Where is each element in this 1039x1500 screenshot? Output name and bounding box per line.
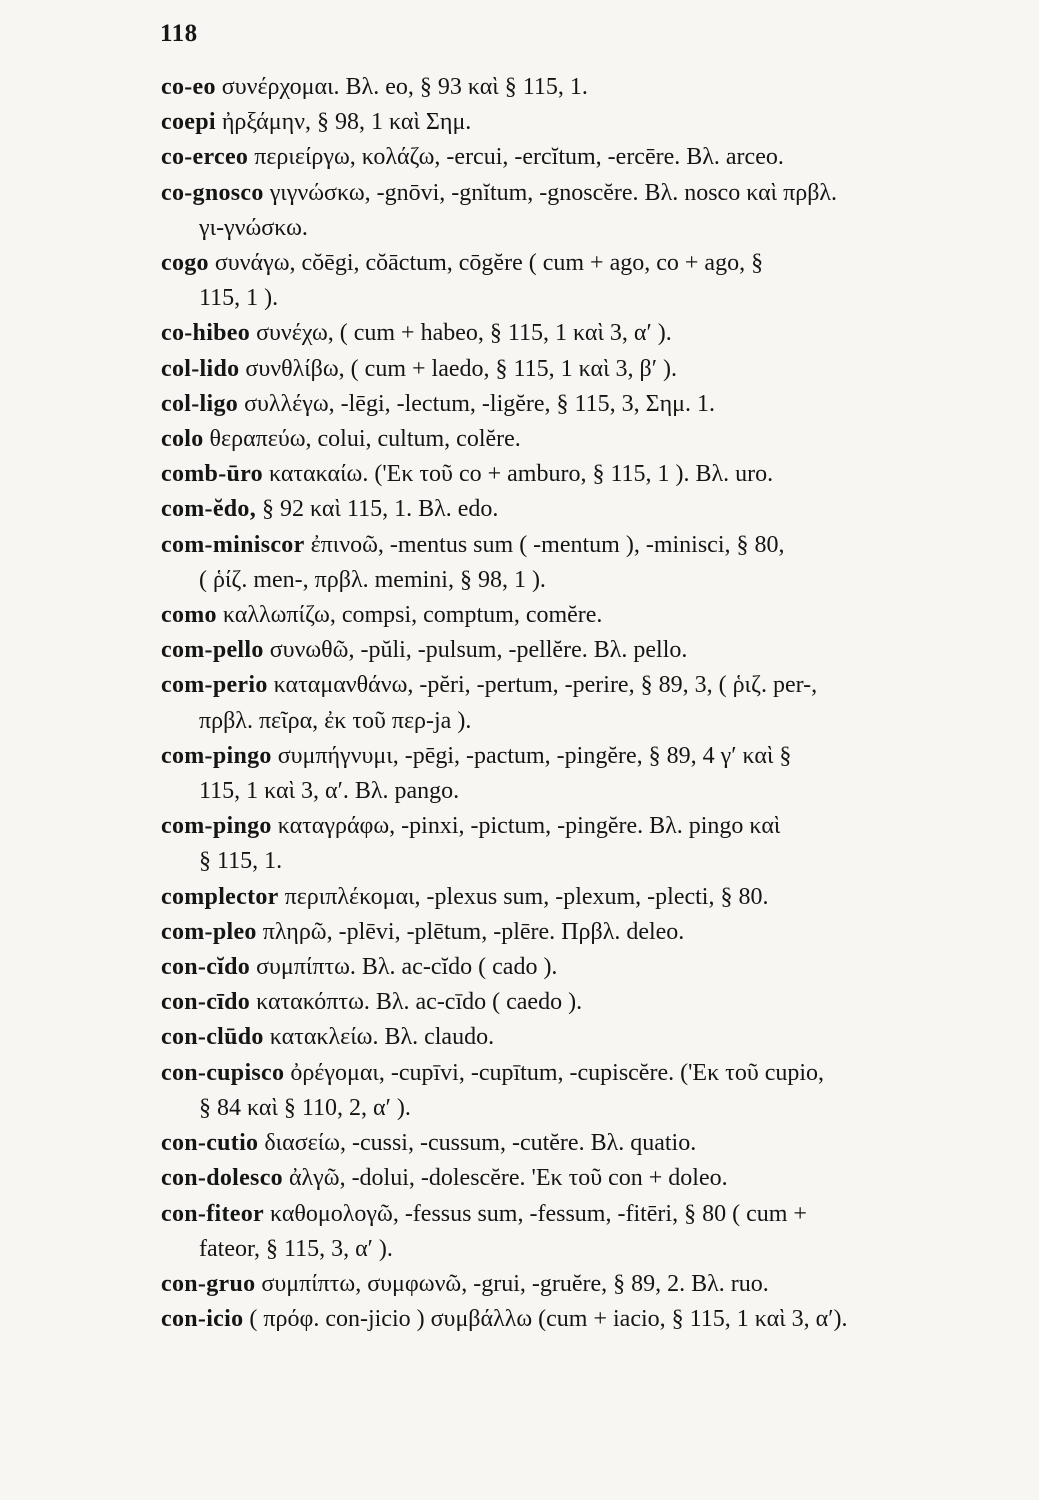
entry-definition-text: συνθλίβω, ( cum + laedo, § 115, 1 καὶ 3, β′ ). (245, 355, 677, 382)
dictionary-entry (161, 739, 1016, 809)
entry-definition-text: θεραπεύω, colui, cultum, colĕre. (209, 426, 521, 453)
entry-first-line (161, 1020, 1016, 1055)
entry-definition-text: συνάγω, cŏēgi, cŏāctum, cōgĕre ( cum + ago, co + ago, § (214, 250, 764, 277)
entry-first-line (161, 950, 1016, 985)
entry-headword: coepi (161, 109, 216, 136)
entry-definition-text: καταμανθάνω, -pĕri, -pertum, -perire, § 89, 3, ( ῥιζ. per-, (273, 672, 818, 699)
entry-headword: complector (161, 883, 279, 910)
dictionary-entry (161, 528, 1016, 598)
entry-first-line (161, 809, 1016, 844)
dictionary-entry (161, 633, 1016, 668)
entry-headword: com-pingo (161, 813, 272, 840)
dictionary-entry (161, 70, 1016, 105)
entry-definition-text: συμπήγνυμι, -pēgi, -pactum, -pingĕre, § 89, 4 γ′ καὶ § (277, 742, 792, 769)
dictionary-entry (161, 598, 1016, 633)
dictionary-entry (161, 1056, 1016, 1126)
entry-definition-text: § 84 καὶ § 110, 2, α′ ). (199, 1094, 411, 1121)
entry-first-line (161, 668, 1016, 703)
dictionary-entry (161, 1161, 1016, 1196)
entry-definition-text: περιείργω, κολάζω, -ercui, -ercĭtum, -ercēre. Βλ. arceo. (254, 144, 784, 171)
entry-definition-text: κατακλείω. Βλ. claudo. (269, 1024, 495, 1051)
entry-headword: con-icio (161, 1306, 244, 1333)
entry-first-line (161, 739, 1016, 774)
entry-definition-text: 115, 1 ). (199, 285, 279, 312)
entry-definition-text: ἠρξάμην, § 98, 1 καὶ Σημ. (221, 109, 472, 136)
entry-continuation-line (161, 844, 1016, 879)
dictionary-entry (161, 492, 1016, 527)
entry-continuation-line (161, 704, 1016, 739)
entry-definition-text: καθομολογῶ, -fessus sum, -fessum, -fitēri, § 80 ( cum + (269, 1200, 807, 1227)
entry-headword: com-perio (161, 672, 268, 699)
dictionary-entry (161, 668, 1016, 738)
entry-first-line (161, 528, 1016, 563)
entry-definition-text: καλλωπίζω, compsi, comptum, comĕre. (222, 602, 603, 629)
entry-first-line (161, 246, 1016, 281)
entry-definition-text: διασείω, -cussi, -cussum, -cutĕre. Βλ. quatio. (264, 1130, 697, 1157)
entry-definition-text: συνωθῶ, -pŭli, -pulsum, -pellĕre. Βλ. pello. (269, 637, 688, 664)
entry-first-line (161, 105, 1016, 140)
entry-headword: con-cĭdo (161, 954, 251, 981)
entry-definition-text: γι-γνώσκω. (199, 214, 308, 241)
dictionary-entry (161, 105, 1016, 140)
entry-first-line (161, 492, 1016, 527)
entry-definition-text: γιγνώσκω, -gnōvi, -gnĭtum, -gnoscĕre. Βλ. nosco καὶ πρβλ. (269, 179, 838, 206)
entry-definition-text: συνέρχομαι. Βλ. eo, § 93 καὶ § 115, 1. (221, 74, 588, 100)
entry-first-line (161, 316, 1016, 351)
entry-first-line (161, 1056, 1016, 1091)
entry-definition-text: περιπλέκομαι, -plexus sum, -plexum, -plecti, § 80. (284, 883, 769, 910)
entry-first-line (161, 1267, 1016, 1302)
entry-first-line (161, 352, 1016, 387)
entry-headword: com-pello (161, 637, 264, 664)
entry-continuation-line (161, 1232, 1016, 1267)
dictionary-entry (161, 809, 1016, 879)
dictionary-entry (161, 246, 1016, 316)
entry-headword: co-eo (161, 74, 216, 100)
entry-definition-text: ( πρόφ. con-jicio ) συμβάλλω (cum + iacio, § 115, 1 καὶ 3, α′). (249, 1306, 848, 1333)
entry-list (161, 70, 1016, 1337)
entry-first-line (161, 1161, 1016, 1196)
entry-headword: com-ĕdo, (161, 496, 257, 523)
dictionary-entry (161, 140, 1016, 175)
entry-continuation-line (161, 563, 1016, 598)
entry-definition-text: συμπίπτω. Βλ. ac-cĭdo ( cado ). (256, 954, 558, 981)
entry-continuation-line (161, 774, 1016, 809)
entry-first-line (161, 457, 1016, 492)
entry-first-line (161, 387, 1016, 422)
entry-headword: co-erceo (161, 144, 249, 171)
entry-headword: comb-ūro (161, 461, 263, 488)
dictionary-entry (161, 985, 1016, 1020)
dictionary-entry (161, 880, 1016, 915)
entry-definition-text: ὀρέγομαι, -cupīvi, -cupītum, -cupiscĕre. ('Εκ τοῦ cupio, (290, 1059, 825, 1086)
entry-headword: co-hibeo (161, 320, 251, 347)
entry-first-line (161, 140, 1016, 175)
entry-definition-text: § 115, 1. (199, 848, 283, 875)
dictionary-entry (161, 1020, 1016, 1055)
dictionary-entry (161, 1302, 1016, 1337)
entry-first-line (161, 1197, 1016, 1232)
entry-headword: colo (161, 426, 204, 453)
page-number: 118 (160, 20, 198, 47)
entry-definition-text: κατακόπτω. Βλ. ac-cīdo ( caedo ). (256, 989, 583, 1016)
entry-first-line (161, 176, 1016, 211)
dictionary-entry (161, 457, 1016, 492)
entry-definition-text: 115, 1 καὶ 3, α′. Βλ. pango. (199, 778, 460, 805)
entry-headword: con-cutio (161, 1130, 259, 1157)
entry-headword: com-pingo (161, 742, 272, 769)
entry-headword: col-lido (161, 355, 240, 382)
entry-continuation-line (161, 1091, 1016, 1126)
entry-headword: com-pleo (161, 918, 257, 945)
entry-first-line (161, 1126, 1016, 1161)
dictionary-entry (161, 387, 1016, 422)
entry-definition-text: ἐπινοῶ, -mentus sum ( -mentum ), -minisci, § 80, (310, 531, 785, 558)
entry-headword: cogo (161, 250, 209, 277)
entry-definition-text: συλλέγω, -lēgi, -lectum, -ligĕre, § 115, 3, Σημ. 1. (244, 390, 716, 417)
entry-definition-text: § 92 καὶ 115, 1. Βλ. edo. (262, 496, 499, 523)
entry-definition-text: πρβλ. πεῖρα, ἐκ τοῦ περ-ja ). (199, 707, 472, 734)
entry-headword: con-gruo (161, 1270, 256, 1297)
entry-definition-text: fateor, § 115, 3, α′ ). (199, 1235, 393, 1262)
entry-definition-text: καταγράφω, -pinxi, -pictum, -pingĕre. Βλ. pingo καὶ (277, 813, 781, 840)
entry-headword: con-dolesco (161, 1165, 283, 1192)
dictionary-entry (161, 176, 1016, 246)
dictionary-entry (161, 422, 1016, 457)
dictionary-entry (161, 950, 1016, 985)
entry-headword: col-ligo (161, 390, 239, 417)
entry-first-line (161, 70, 1016, 105)
entry-definition-text: ( ῥίζ. men-, πρβλ. memini, § 98, 1 ). (199, 566, 546, 593)
entry-definition-text: πληρῶ, -plēvi, -plētum, -plēre. Πρβλ. deleo. (262, 918, 685, 945)
entry-headword: como (161, 602, 217, 629)
entry-first-line (161, 422, 1016, 457)
entry-first-line (161, 985, 1016, 1020)
entry-headword: con-clūdo (161, 1024, 264, 1051)
dictionary-entry (161, 316, 1016, 351)
entry-continuation-line (161, 211, 1016, 246)
entry-headword: con-fiteor (161, 1200, 264, 1227)
entry-headword: com-miniscor (161, 531, 305, 558)
dictionary-entry (161, 1126, 1016, 1161)
entry-definition-text: ἀλγῶ, -dolui, -dolescĕre. 'Εκ τοῦ con + doleo. (288, 1165, 728, 1192)
dictionary-entry (161, 1197, 1016, 1267)
entry-continuation-line (161, 281, 1016, 316)
entry-definition-text: συνέχω, ( cum + habeo, § 115, 1 καὶ 3, α′ ). (256, 320, 672, 347)
dictionary-entry (161, 1267, 1016, 1302)
entry-first-line (161, 1302, 1016, 1337)
entry-headword: con-cīdo (161, 989, 251, 1016)
entry-headword: co-gnosco (161, 179, 264, 206)
dictionary-entry (161, 915, 1016, 950)
entry-definition-text: συμπίπτω, συμφωνῶ, -grui, -gruĕre, § 89, 2. Βλ. ruo. (261, 1270, 769, 1297)
entry-headword: con-cupisco (161, 1059, 285, 1086)
entry-first-line (161, 633, 1016, 668)
entry-first-line (161, 880, 1016, 915)
entry-definition-text: κατακαίω. ('Εκ τοῦ co + amburo, § 115, 1 ). Βλ. uro. (268, 461, 774, 488)
entry-first-line (161, 915, 1016, 950)
dictionary-entry (161, 352, 1016, 387)
entry-first-line (161, 598, 1016, 633)
